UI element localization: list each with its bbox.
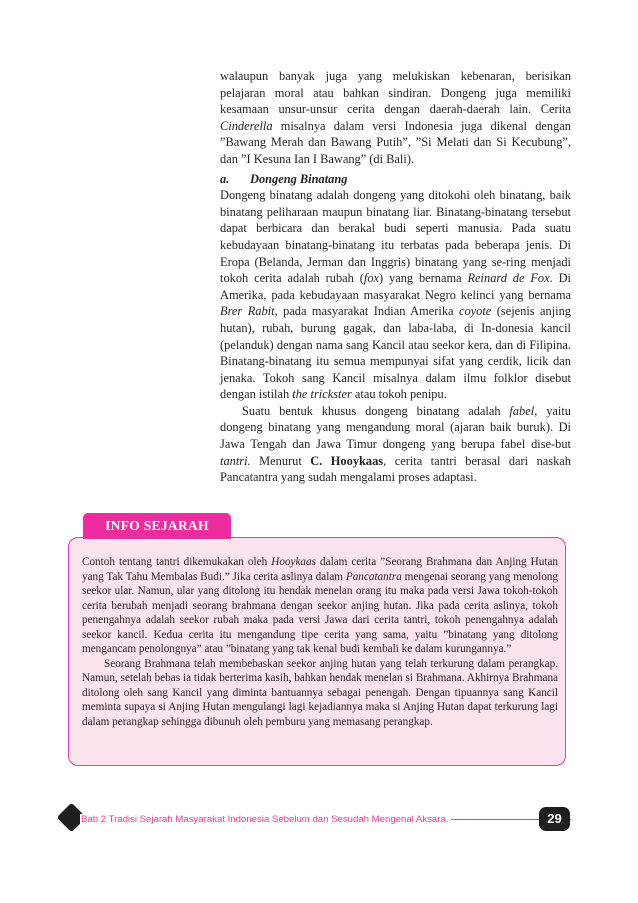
page-number: 29 <box>539 807 570 831</box>
section-title: Dongeng Binatang <box>250 171 348 186</box>
section-number: a. <box>220 171 230 186</box>
main-text-column <box>220 68 571 486</box>
paragraph-fabel: Suatu bentuk khusus dongeng binatang adalah fabel, yaitu dongeng binatang yang mengandung moral (ajaran baik buruk). Di Jawa Tengah dan Jawa Timur dongeng yang berupa fabel dise-but tantri. Menurut C. Hooykaas, cerita tantri berasal dari naskah Pancatantra yang sudah mengalami proses adaptasi. <box>220 403 571 485</box>
emphasis-cinderella: Cinderella <box>220 118 273 133</box>
info-paragraph-2: Seorang Brahmana telah membebaskan seekor anjing hutan yang telah terkurung dalam perangkap. Namun, setelah bebas ia tidak berterima kasih, bahkan hendak menelan si Brahmana. Akhirnya Brahmana ditolong oleh sang Kancil yang diminta bantuannya sebagai penengah. Dengan tipuannya sang Kancil meminta supaya si Anjing Hutan mengulangi lagi kejadiannya maka si Anjing Hutan dapat terkurung lagi dalam perangkap sehingga dibunuh oleh pemburu yang memasang perangkap. <box>82 657 558 729</box>
info-sejarah-box <box>68 537 566 766</box>
section-heading <box>220 171 571 188</box>
info-paragraph-1: Contoh tentang tantri dikemukakan oleh Hooykaas dalam cerita ”Seorang Brahmana dan Anjing Hutan yang Tak Tahu Membalas Budi.” Jika cerita aslinya dalam Pancatantra mengenai seorang yang menolong seekor ular. Namun, ular yang ditolong itu hendak menelan orang itu maka pada versi Jawa tokoh-tokoh cerita berubah menjadi seorang brahmana dengan seekor anjing hutan. Jika pada cerita aslinya, tokoh penengahnya adalah seekor rubah maka pada versi Jawa dari cerita tantri, tokoh penengahnya adalah seekor kancil. Kedua cerita itu mengandung tipe cerita yang sama, yaitu ”binatang yang ditolong mengancam penolongnya” atau ”binatang yang tak kenal budi kembali ke dalam kurungannya.” <box>82 556 559 656</box>
footer-chapter-title: Bab 2 Tradisi Sejarah Masyarakat Indonesia Sebelum dan Sesudah Mengenal Aksara. <box>80 814 451 825</box>
paragraph-dongeng-binatang: Dongeng binatang adalah dongeng yang ditokohi oleh binatang, baik binatang peliharaan maupun binatang liar. Binatang-binatang tersebut dapat berbicara dan berakal budi seperti manusia. Pada suatu kebudayaan binatang-binatang itu terbatas pada beberapa jenis. Di Eropa (Belanda, Jerman dan Inggris) binatang yang se-ring menjadi tokoh cerita adalah rubah (fox) yang bernama Reinard de Fox. Di Amerika, pada kebudayaan masyarakat Negro kelinci yang bernama Brer Rabit, pada masyarakat Indian Amerika coyote (sejenis anjing hutan), rubah, burung gagak, dan laba-laba, di In-donesia kancil (pelanduk) dengan nama sang Kancil atau seekor kera, dan di Filipina. Binatang-binatang itu semua mempunyai sifat yang cerdik, licik dan jenaka. Tokoh sang Kancil misalnya dalam ilmu folklor disebut dengan istilah the trickster atau tokoh penipu. <box>220 188 572 402</box>
paragraph-intro: walaupun banyak juga yang melukiskan kebenaran, berisikan pelajaran moral atau bahkan sindiran. Dongeng juga memiliki kesamaan unsur-unsur cerita dengan daerah-daerah lain. Cerita Cinderella misalnya dalam versi Indonesia juga dikenal dengan ”Bawang Merah dan Bawang Putih”, ”Si Melati dan Si Kecubung”, dan ”I Kesuna Ian I Bawang” (di Bali). <box>220 69 571 166</box>
info-sejarah-label: INFO SEJARAH <box>83 513 231 539</box>
